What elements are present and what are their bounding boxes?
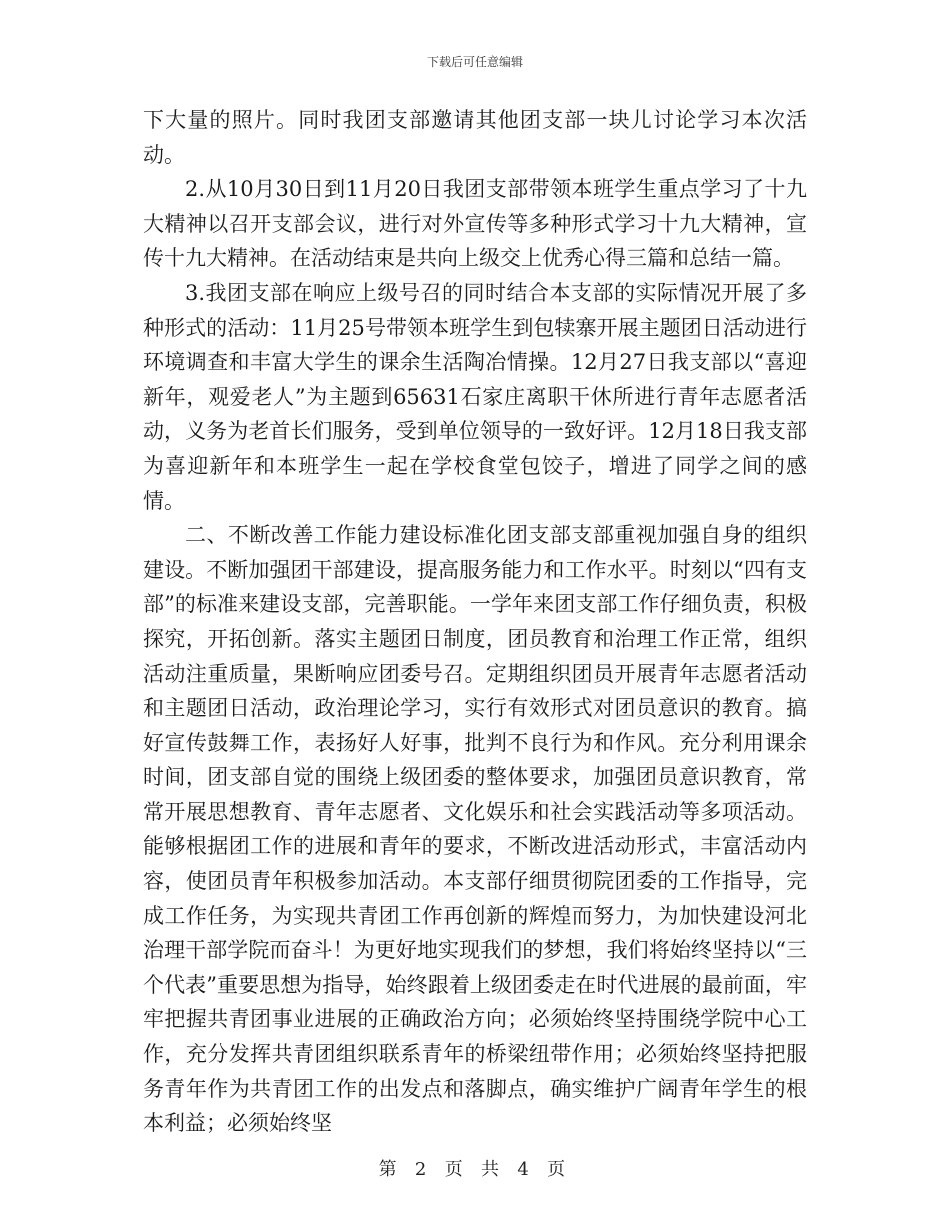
paragraph-1: 下大量的照片。同时我团支部邀请其他团支部一块儿讨论学习本次活动。 [143, 108, 807, 167]
paragraph-3: 3.我团支部在响应上级号召的同时结合本支部的实际情况开展了多种形式的活动：11月25号带领本班学生到包犊寨开展主题团日活动进行环境调查和丰富大学生的课余生活陶冶情操。12月27日我支部以“喜迎新年，观爱老人”为主题到65631石家庄离职干休所进行青年志愿者活动，义务为老首长们服务，受到单位领导的一致好评。12月18日我支部为喜迎新年和本班学生一起在学校食堂包饺子，增进了同学之间的感情。 [143, 280, 807, 513]
page-footer: 第 2 页 共 4 页 [378, 1159, 572, 1180]
document-body [143, 103, 807, 1141]
page-header: 下载后可任意编辑 [426, 55, 523, 69]
paragraph-4: 二、不断改善工作能力建设标准化团支部支部重视加强自身的组织建设。不断加强团干部建设，提高服务能力和工作水平。时刻以“四有支部”的标准来建设支部，完善职能。一学年来团支部工作仔细负责，积极探究，开拓创新。落实主题团日制度，团员教育和治理工作正常，组织活动注重质量，果断响应团委号召。定期组织团员开展青年志愿者活动和主题团日活动，政治理论学习，实行有效形式对团员意识的教育。搞好宣传鼓舞工作，表扬好人好事，批判不良行为和作风。充分利用课余时间，团支部自觉的围绕上级团委的整体要求，加强团员意识教育，常常开展思想教育、青年志愿者、文化娱乐和社会实践活动等多项活动。能够根据团工作的进展和青年的要求，不断改进活动形式，丰富活动内容，使团员青年积极参加活动。本支部仔细贯彻院团委的工作指导，完成工作任务，为实现共青团工作再创新的辉煌而努力，为加快建设河北治理干部学院而奋斗！为更好地实现我们的梦想，我们将始终坚持以“三个代表”重要思想为指导，始终跟着上级团委走在时代进展的最前面，牢牢把握共青团事业进展的正确政治方向；必须始终坚持围绕学院中心工作，充分发挥共青团组织联系青年的桥梁纽带作用；必须始终坚持把服务青年作为共青团工作的出发点和落脚点，确实维护广阔青年学生的根本利益；必须始终坚 [143, 523, 807, 1136]
paragraph-2: 2.从10月30日到11月20日我团支部带领本班学生重点学习了十九大精神以召开支部会议，进行对外宣传等多种形式学习十九大精神，宣传十九大精神。在活动结束是共向上级交上优秀心得三篇和总结一篇。 [143, 177, 807, 271]
